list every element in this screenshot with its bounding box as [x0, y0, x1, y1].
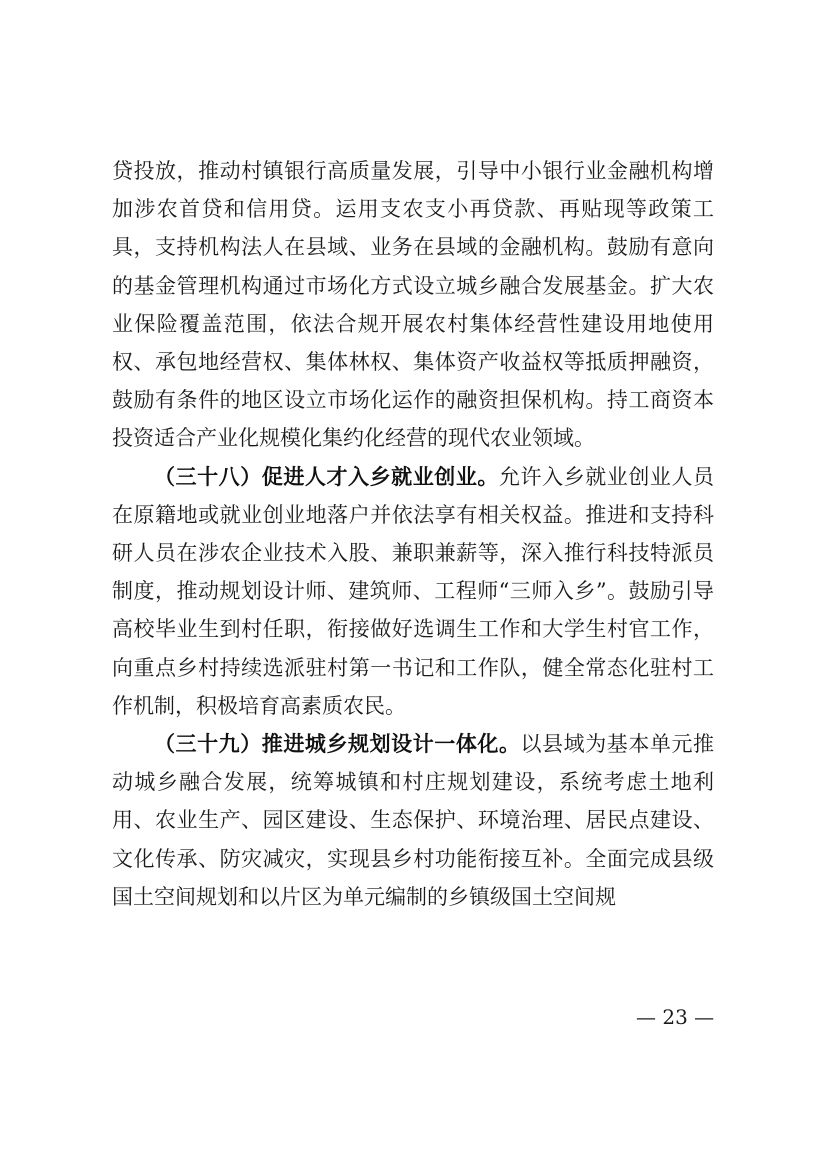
section-heading-38: （三十八）促进人才入乡就业创业。 [154, 464, 499, 489]
page-number: — 23 — [636, 1005, 715, 1029]
paragraph-text: 贷投放，推动村镇银行高质量发展，引导中小银行业金融机构增加涉农首贷和信用贷。运用支农支小再贷款、再贴现等政策工具，支持机构法人在县域、业务在县域的金融机构。鼓励有意向的基金管理机构通过市场化方式设立城乡融合发展基金。扩大农业保险覆盖范围，依法合规开展农村集体经营性建设用地使用权、承包地经营权、集体林权、集体资产收益权等抵质押融资，鼓励有条件的地区设立市场化运作的融资担保机构。持工商资本投资适合产业化规模化集约化经营的现代农业领域。 [112, 159, 714, 451]
paragraph-finance-continued [112, 152, 714, 458]
body-text [112, 152, 714, 916]
paragraph-talent [112, 458, 714, 725]
section-heading-39: （三十九）推进城乡规划设计一体化。 [154, 732, 521, 757]
paragraph-planning [112, 725, 714, 916]
paragraph-text: 允许入乡就业创业人员在原籍地或就业创业地落户并依法享有相关权益。推进和支持科研人员在涉农企业技术入股、兼职兼薪等，深入推行科技特派员制度，推动规划设计师、建筑师、工程师“三师入乡”。鼓励引导高校毕业生到村任职，衔接做好选调生工作和大学生村官工作，向重点乡村持续选派驻村第一书记和工作队，健全常态化驻村工作机制，积极培育高素质农民。 [112, 464, 715, 718]
paragraph-text: 以县域为基本单元推动城乡融合发展，统筹城镇和村庄规划建设，系统考虑土地利用、农业生产、园区建设、生态保护、环境治理、居民点建设、文化传承、防灾减灾，实现县乡村功能衔接互补。全面完成县级国土空间规划和以片区为单元编制的乡镇级国土空间规 [112, 732, 715, 909]
